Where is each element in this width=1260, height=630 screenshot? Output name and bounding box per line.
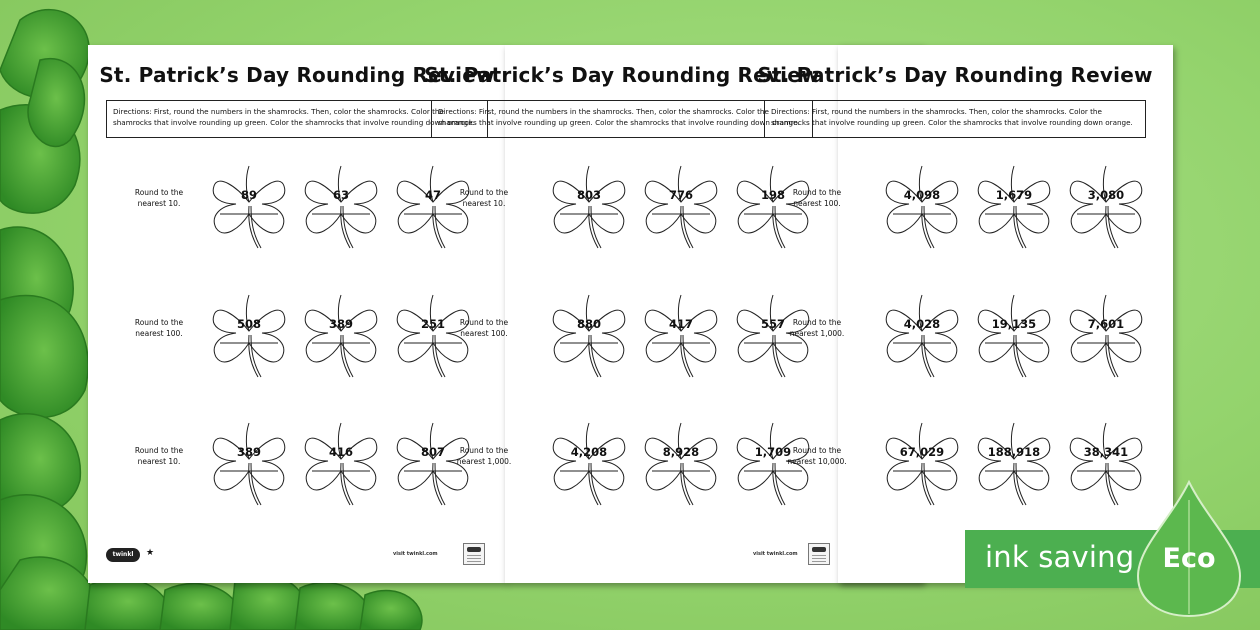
shamrock-number: 3,080 bbox=[1087, 188, 1125, 202]
shamrock-outline-icon bbox=[548, 162, 630, 256]
shamrock-number: 4,028 bbox=[903, 317, 941, 331]
shamrock-outline-icon bbox=[881, 291, 963, 385]
shamrock bbox=[640, 291, 722, 385]
shamrock bbox=[973, 419, 1055, 513]
row-label: Round to the nearest 10,000. bbox=[787, 446, 847, 466]
shamrock-outline-icon bbox=[973, 291, 1055, 385]
shamrock-outline-icon bbox=[300, 419, 382, 513]
shamrock-outline-icon bbox=[548, 419, 630, 513]
shamrock-outline-icon bbox=[973, 419, 1055, 513]
shamrock-outline-icon bbox=[881, 162, 963, 256]
shamrock-number: 198 bbox=[760, 188, 785, 202]
eco-banner-text: ink saving bbox=[985, 540, 1135, 574]
row-label: Round to the nearest 1,000. bbox=[789, 318, 845, 338]
shamrock bbox=[208, 162, 290, 256]
directions-box: Directions: First, round the numbers in the shamrocks. Then, color the shamrocks. Color the shamrocks that involve rounding up green. Color the shamrocks that involve rounding down orange. bbox=[764, 100, 1146, 138]
shamrock-number: 1,709 bbox=[754, 445, 792, 459]
shamrock-outline-icon bbox=[881, 419, 963, 513]
shamrock-number: 7,601 bbox=[1087, 317, 1125, 331]
shamrock-outline-icon bbox=[208, 419, 290, 513]
shamrock bbox=[881, 419, 963, 513]
shamrock-number: 38,341 bbox=[1083, 445, 1129, 459]
shamrock-outline-icon bbox=[300, 162, 382, 256]
shamrock bbox=[881, 162, 963, 256]
shamrock-number: 8,928 bbox=[662, 445, 700, 459]
shamrock-outline-icon bbox=[548, 291, 630, 385]
shamrock-number: 89 bbox=[240, 188, 257, 202]
shamrock-outline-icon bbox=[1065, 162, 1147, 256]
shamrock-number: 4,208 bbox=[570, 445, 608, 459]
shamrock-outline-icon bbox=[640, 419, 722, 513]
shamrock bbox=[208, 419, 290, 513]
shamrock-number: 47 bbox=[424, 188, 441, 202]
worksheet-title: St. Patrick’s Day Rounding Review bbox=[424, 63, 820, 87]
row-label: Round to the nearest 10. bbox=[134, 188, 184, 208]
shamrock-number: 1,679 bbox=[995, 188, 1033, 202]
shamrock-outline-icon bbox=[1065, 291, 1147, 385]
shamrock-number: 251 bbox=[420, 317, 445, 331]
shamrock bbox=[1065, 162, 1147, 256]
row-label: Round to the nearest 100. bbox=[459, 318, 509, 338]
eco-label: Eco bbox=[1162, 543, 1216, 574]
shamrock bbox=[300, 419, 382, 513]
shamrock bbox=[208, 291, 290, 385]
shamrock-number: 508 bbox=[236, 317, 261, 331]
shamrock-outline-icon bbox=[208, 162, 290, 256]
shamrock bbox=[548, 162, 630, 256]
shamrock bbox=[640, 162, 722, 256]
footer-url: visit twinkl.com bbox=[753, 551, 798, 557]
shamrock-number: 416 bbox=[328, 445, 353, 459]
shamrock-number: 188,918 bbox=[987, 445, 1041, 459]
shamrock-number: 389 bbox=[328, 317, 353, 331]
shamrock-number: 67,029 bbox=[899, 445, 945, 459]
shamrock-number: 880 bbox=[576, 317, 601, 331]
shamrock bbox=[300, 162, 382, 256]
shamrock-outline-icon bbox=[973, 162, 1055, 256]
star-icon: ★ bbox=[146, 548, 155, 558]
shamrock bbox=[973, 291, 1055, 385]
row-label: Round to the nearest 100. bbox=[134, 318, 184, 338]
row-label: Round to the nearest 1,000. bbox=[456, 446, 512, 466]
shamrock-outline-icon bbox=[208, 291, 290, 385]
footer-url: visit twinkl.com bbox=[393, 551, 438, 557]
shamrock-number: 803 bbox=[576, 188, 601, 202]
shamrock-outline-icon bbox=[300, 291, 382, 385]
shamrock-outline-icon bbox=[640, 291, 722, 385]
worksheet-title: St. Patrick’s Day Rounding Review bbox=[99, 63, 495, 87]
directions-box: Directions: First, round the numbers in the shamrocks. Then, color the shamrocks. Color the shamrocks that involve rounding up green. Color the shamrocks that involve rounding down orange. bbox=[106, 100, 488, 138]
shamrock-number: 4,098 bbox=[903, 188, 941, 202]
shamrock-number: 63 bbox=[332, 188, 349, 202]
shamrock bbox=[973, 162, 1055, 256]
shamrock-number: 389 bbox=[236, 445, 261, 459]
shamrock bbox=[640, 419, 722, 513]
shamrock bbox=[548, 419, 630, 513]
row-label: Round to the nearest 10. bbox=[134, 446, 184, 466]
row-label: Round to the nearest 10. bbox=[459, 188, 509, 208]
shamrock bbox=[1065, 291, 1147, 385]
shamrock-number: 807 bbox=[420, 445, 445, 459]
twinkl-logo: twinkl bbox=[106, 548, 140, 562]
shamrock bbox=[548, 291, 630, 385]
directions-box: Directions: First, round the numbers in the shamrocks. Then, color the shamrocks. Color the shamrocks that involve rounding up green. Color the shamrocks that involve rounding down orange. bbox=[431, 100, 813, 138]
shamrock-outline-icon bbox=[640, 162, 722, 256]
row-label: Round to the nearest 100. bbox=[792, 188, 842, 208]
shamrock-number: 19,135 bbox=[991, 317, 1037, 331]
worksheet-title: St. Patrick’s Day Rounding Review bbox=[757, 63, 1153, 87]
shamrock bbox=[881, 291, 963, 385]
shamrock bbox=[300, 291, 382, 385]
shamrock-number: 776 bbox=[668, 188, 693, 202]
shamrock-number: 417 bbox=[668, 317, 693, 331]
shamrock-number: 557 bbox=[760, 317, 785, 331]
